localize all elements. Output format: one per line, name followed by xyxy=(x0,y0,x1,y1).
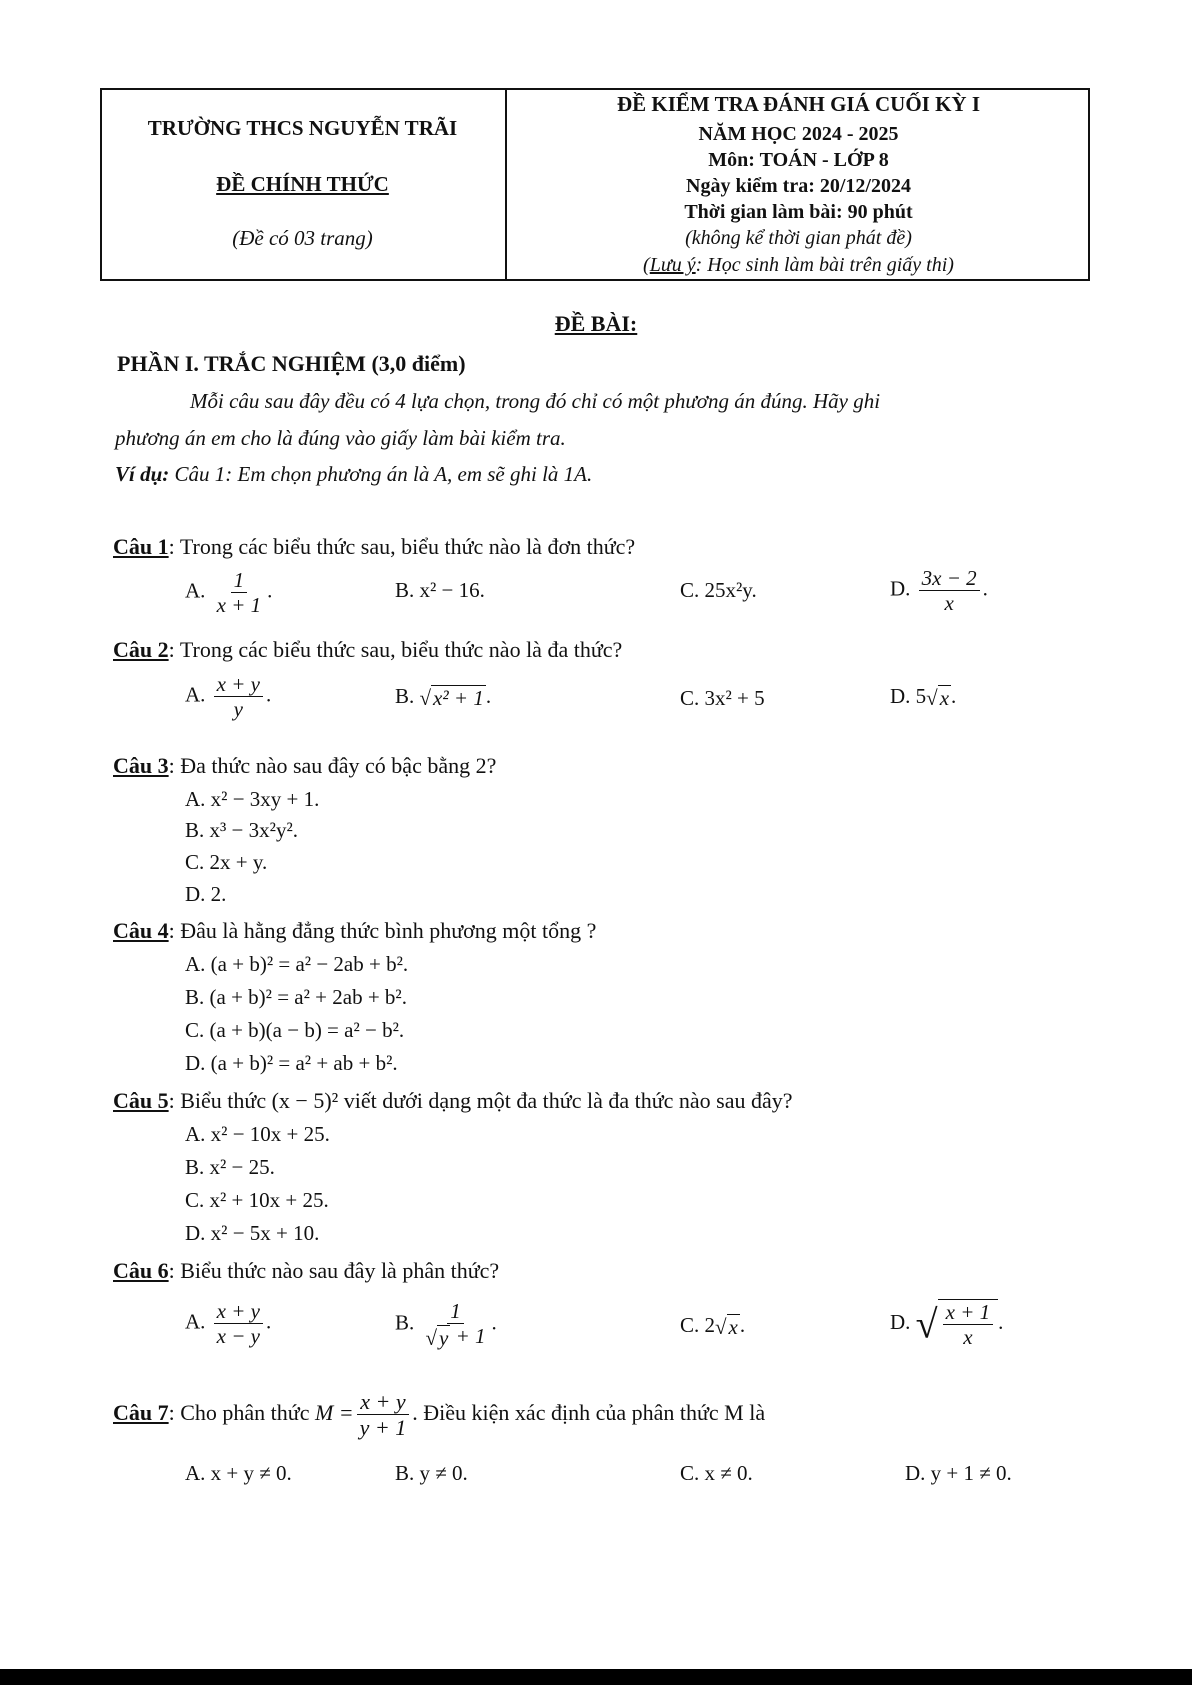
q7-option-c: C. x ≠ 0. xyxy=(680,1461,753,1485)
q2-d-tail: . xyxy=(951,684,957,708)
note-open: ( xyxy=(643,254,650,276)
example-text: Câu 1: Em chọn phương án là A, em sẽ ghi là 1A. xyxy=(169,462,593,486)
exam-date: Ngày kiểm tra: 20/12/2024 xyxy=(686,175,911,197)
question-7-fraction xyxy=(357,1389,410,1441)
q7-option-d: D. y + 1 ≠ 0. xyxy=(905,1461,1012,1485)
q2-option-d xyxy=(890,684,956,711)
exam-heading: ĐỀ BÀI: xyxy=(554,311,638,336)
example-label: Ví dụ: xyxy=(115,462,170,486)
question-7-text-2: . Điều kiện xác định của phân thức M là xyxy=(412,1399,766,1425)
official-label: ĐỀ CHÍNH THỨC xyxy=(216,172,389,196)
question-6-number: Câu 6 xyxy=(113,1258,169,1283)
part1-instruction-2: phương án em cho là đúng vào giấy làm bài kiểm tra. xyxy=(115,426,566,450)
question-7-number: Câu 7 xyxy=(113,1399,169,1425)
note-text: : Học sinh làm bài trên giấy thi) xyxy=(695,254,954,276)
question-5 xyxy=(113,1088,793,1114)
part1-example xyxy=(115,462,592,487)
q6-d-tail: . xyxy=(998,1309,1004,1334)
q1-a-num: 1 xyxy=(231,568,248,593)
q1-option-c: C. 25x²y. xyxy=(680,578,757,602)
q6-a-fraction xyxy=(214,1299,263,1348)
q2-a-fraction xyxy=(214,672,263,721)
q4-option-b: B. (a + b)² = a² + 2ab + b². xyxy=(185,985,407,1009)
exam-title: ĐỀ KIỂM TRA ĐÁNH GIÁ CUỐI KỲ I xyxy=(616,92,981,116)
q3-option-a: A. x² − 3xy + 1. xyxy=(185,787,320,811)
q6-option-b xyxy=(395,1299,497,1350)
question-3-text: : Đa thức nào sau đây có bậc bằng 2? xyxy=(168,753,497,778)
q5-option-c: C. x² + 10x + 25. xyxy=(185,1188,329,1212)
q2-a-num: x + y xyxy=(214,672,263,697)
q6-b-den-tail: + 1 xyxy=(450,1324,486,1349)
question-4 xyxy=(113,918,596,944)
question-7-den: y + 1 xyxy=(359,1415,407,1441)
q2-b-sqrt: √x² + 1 xyxy=(419,685,484,710)
q1-a-fraction xyxy=(214,568,265,617)
q6-d-label: D. xyxy=(890,1309,911,1334)
q6-a-den: x − y xyxy=(216,1324,260,1349)
q6-b-den-radicand: y xyxy=(439,1326,449,1351)
q6-d-num: x + 1 xyxy=(943,1300,994,1325)
q6-a-tail: . xyxy=(265,1309,272,1334)
question-3 xyxy=(113,753,496,779)
q5-option-b: B. x² − 25. xyxy=(185,1155,275,1179)
q6-option-c xyxy=(680,1313,745,1340)
question-7 xyxy=(113,1389,765,1441)
question-6 xyxy=(113,1258,499,1284)
q6-c-radicand: x xyxy=(728,1314,738,1339)
question-2 xyxy=(113,637,622,663)
part1-title: PHẦN I. TRẮC NGHIỆM (3,0 điểm) xyxy=(117,351,466,376)
subject: Môn: TOÁN - LỚP 8 xyxy=(708,149,889,171)
q6-c-label: C. 2 xyxy=(680,1313,716,1337)
q2-d-sqrt: √x xyxy=(926,685,950,710)
school-name: TRƯỜNG THCS NGUYỄN TRÃI xyxy=(147,116,458,140)
q1-d-fraction xyxy=(919,566,980,615)
q2-b-tail: . xyxy=(485,684,492,708)
duration: Thời gian làm bài: 90 phút xyxy=(684,201,913,223)
q6-b-fraction xyxy=(423,1299,489,1350)
q1-option-a xyxy=(185,568,272,617)
q6-b-num: 1 xyxy=(447,1299,464,1324)
question-7-text-1: : Cho phân thức xyxy=(168,1399,315,1425)
question-1 xyxy=(113,534,635,560)
student-note xyxy=(507,254,1090,277)
q7-option-a: A. x + y ≠ 0. xyxy=(185,1461,292,1485)
question-6-text: : Biểu thức nào sau đây là phân thức? xyxy=(168,1258,500,1283)
part1-instruction-1: Mỗi câu sau đây đều có 4 lựa chọn, trong đó chỉ có một phương án đúng. Hãy ghi xyxy=(190,389,881,413)
q2-option-c: C. 3x² + 5 xyxy=(680,686,765,710)
q2-option-b xyxy=(395,684,491,711)
q2-option-a xyxy=(185,672,271,721)
q3-option-c: C. 2x + y. xyxy=(185,850,268,874)
q2-b-label: B. xyxy=(395,684,415,708)
q6-d-sqrt: √ $\frac{x + 1}{x}$ xyxy=(916,1299,998,1349)
q1-d-den: x xyxy=(944,591,954,616)
q4-option-a: A. (a + b)² = a² − 2ab + b². xyxy=(185,952,409,976)
question-5-number: Câu 5 xyxy=(113,1088,169,1113)
q2-a-label: A. xyxy=(185,682,206,707)
pages-note: (Đề có 03 trang) xyxy=(232,226,373,250)
question-7-num: x + y xyxy=(357,1389,408,1415)
q2-d-radicand: x xyxy=(939,685,950,710)
question-1-text: : Trong các biểu thức sau, biểu thức nào là đơn thức? xyxy=(168,534,636,559)
q4-option-c: C. (a + b)(a − b) = a² − b². xyxy=(185,1018,405,1042)
q6-a-num: x + y xyxy=(214,1299,263,1324)
question-3-number: Câu 3 xyxy=(113,753,169,778)
question-7-m-label: M = xyxy=(314,1399,354,1425)
q3-option-b: B. x³ − 3x²y². xyxy=(185,818,298,842)
duration-note: (không kể thời gian phát đề) xyxy=(685,227,912,249)
q1-a-label: A. xyxy=(185,578,206,603)
q6-c-sqrt: √x xyxy=(715,1314,738,1339)
question-1-number: Câu 1 xyxy=(113,534,169,559)
question-4-text: : Đâu là hằng đẳng thức bình phương một tổng ? xyxy=(168,918,597,943)
q6-c-tail: . xyxy=(739,1313,746,1337)
q7-option-b: B. y ≠ 0. xyxy=(395,1461,468,1485)
q2-b-radicand: x² + 1 xyxy=(433,685,484,710)
q1-a-den: x + 1 xyxy=(216,593,262,618)
q6-option-a xyxy=(185,1299,271,1348)
note-label: Lưu ý xyxy=(649,254,696,276)
question-2-text: : Trong các biểu thức sau, biểu thức nào là đa thức? xyxy=(168,637,623,662)
q2-a-tail: . xyxy=(265,682,272,707)
q1-d-num: 3x − 2 xyxy=(919,566,980,591)
q1-option-d xyxy=(890,566,988,615)
question-2-number: Câu 2 xyxy=(113,637,169,662)
q2-a-den: y xyxy=(233,697,243,722)
q6-b-label: B. xyxy=(395,1310,415,1335)
q6-option-d xyxy=(890,1299,1003,1349)
q6-a-label: A. xyxy=(185,1309,206,1334)
q1-d-tail: . xyxy=(982,576,988,601)
school-year: NĂM HỌC 2024 - 2025 xyxy=(698,123,899,145)
q6-b-tail: . xyxy=(491,1310,497,1335)
q1-option-b: B. x² − 16. xyxy=(395,578,485,602)
q5-option-d: D. x² − 5x + 10. xyxy=(185,1221,320,1245)
q3-option-d: D. 2. xyxy=(185,882,227,906)
scan-bottom-edge xyxy=(0,1669,1192,1685)
question-5-text: : Biểu thức (x − 5)² viết dưới dạng một đa thức là đa thức nào sau đây? xyxy=(168,1088,793,1113)
q1-a-tail: . xyxy=(267,578,273,603)
q1-d-label: D. xyxy=(890,576,911,601)
q5-option-a: A. x² − 10x + 25. xyxy=(185,1122,330,1146)
q2-d-label: D. 5 xyxy=(890,684,927,708)
q4-option-d: D. (a + b)² = a² + ab + b². xyxy=(185,1051,398,1075)
q6-d-den: x xyxy=(963,1325,973,1350)
question-4-number: Câu 4 xyxy=(113,918,169,943)
q6-b-den: √y + 1 xyxy=(425,1324,486,1351)
